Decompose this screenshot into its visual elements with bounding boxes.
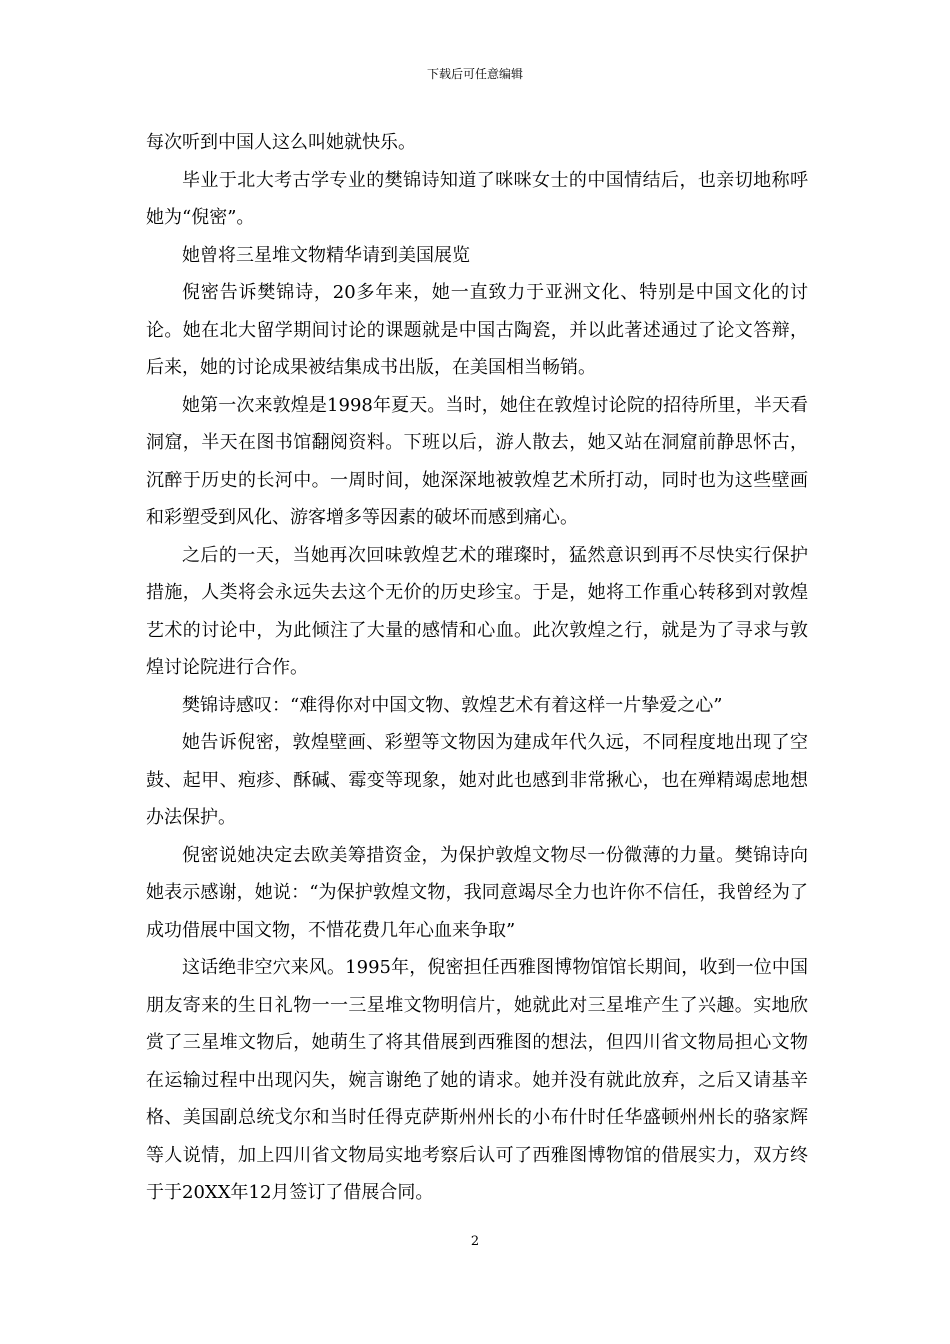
page-header: 下载后可任意编辑 [426, 67, 523, 81]
paragraph-7: 倪密说她决定去欧美筹措资金，为保护敦煌文物尽一份微薄的力量。樊锦诗向她表示感谢，她说：“为保护敦煌文物，我同意竭尽全力也许你不信任，我曾经为了成功借展中国文物，不惜花费几年心血来争取” [146, 844, 808, 941]
paragraph-1: 每次听到中国人这么叫她就快乐。 [146, 132, 416, 153]
paragraph-8: 这话绝非空穴来风。1995年，倪密担任西雅图博物馆馆长期间，收到一位中国朋友寄来的生日礼物一一三星堆文物明信片，她就此对三星堆产生了兴趣。实地欣赏了三星堆文物后，她萌生了将其借展到西雅图的想法，但四川省文物局担心文物在运输过程中出现闪失，婉言谢绝了她的请求。她并没有就此放弃，之后又请基辛格、美国副总统戈尔和当时任得克萨斯州州长的小布什时任华盛顿州州长的骆家辉等人说情，加上四川省文物局实地考察后认可了西雅图博物馆的借展实力，双方终于于20XX年12月签订了借展合同。 [146, 957, 808, 1203]
paragraph-3: 倪密告诉樊锦诗，20多年来，她一直致力于亚洲文化、特别是中国文化的讨论。她在北大留学期间讨论的课题就是中国古陶瓷，并以此著述通过了论文答辩，后来，她的讨论成果被结集成书出版，在美国相当畅销。 [146, 282, 808, 378]
section-heading-2: 樊锦诗感叹：“难得你对中国文物、敦煌艺术有着这样一片挚爱之心” [182, 694, 723, 716]
document-body [146, 124, 808, 1212]
paragraph-2: 毕业于北大考古学专业的樊锦诗知道了咪咪女士的中国情结后，也亲切地称呼她为“倪密”。 [146, 169, 808, 228]
paragraph-4: 她第一次来敦煌是1998年夏天。当时，她住在敦煌讨论院的招待所里，半天看洞窟，半天在图书馆翻阅资料。下班以后，游人散去，她又站在洞窟前静思怀古，沉醉于历史的长河中。一周时间，她深深地被敦煌艺术所打动，同时也为这些壁画和彩塑受到风化、游客增多等因素的破坏而感到痛心。 [146, 394, 808, 528]
section-heading: 她曾将三星堆文物精华请到美国展览 [182, 244, 470, 266]
page-number: 2 [470, 1234, 480, 1249]
paragraph-5: 之后的一天，当她再次回味敦煌艺术的璀璨时，猛然意识到再不尽快实行保护措施，人类将会永远失去这个无价的历史珍宝。于是，她将工作重心转移到对敦煌艺术的讨论中，为此倾注了大量的感情和心血。此次敦煌之行，就是为了寻求与敦煌讨论院进行合作。 [146, 544, 808, 678]
paragraph-6: 她告诉倪密，敦煌壁画、彩塑等文物因为建成年代久远，不同程度地出现了空鼓、起甲、疱疹、酥碱、霉变等现象，她对此也感到非常揪心，也在殚精竭虑地想办法保护。 [146, 732, 808, 828]
